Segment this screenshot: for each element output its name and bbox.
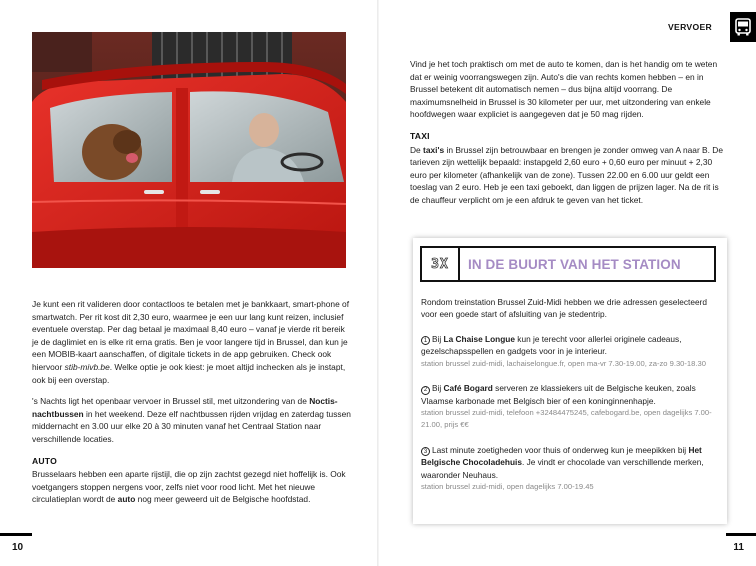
bus-icon — [730, 12, 756, 42]
gutter — [377, 0, 379, 566]
page-number-left: 10 — [12, 542, 24, 553]
link-stib: stib-mivb.be — [64, 361, 110, 372]
item-meta: station brussel zuid-midi, telefoon +32484475245, cafebogard.be, open dagelijks 7.00-21.00, prijs €€ — [421, 408, 712, 430]
footer-rule-right — [726, 533, 756, 536]
heading-taxi: TAXI — [410, 130, 430, 141]
list-item: 2 Bij Café Bogard serveren ze klassiekers uit de Belgische keuken, zoals Vlaamse karbonade met Belgisch bier of een koninginnenhapje. station brussel zuid-midi, telefoon +32484475245, cafebogard.be, open dagelijks 7.00-21.00, prijs €€ — [421, 382, 721, 432]
running-head: VERVOER — [668, 22, 712, 32]
heading-auto: AUTO — [32, 455, 57, 466]
item-number: 3 — [421, 447, 430, 456]
box-intro: Rondom treinstation Brussel Zuid-Midi hebben we drie adressen geselecteerd voor een goede start of afsluiting van je stedentrip. — [421, 297, 707, 320]
right-column — [410, 58, 728, 216]
paragraph-night-buses: 's Nachts ligt het openbaar vervoer in Brussel stil, met uitzondering van de Noctis-nachtbussen in het weekend. Deze elf nachtbussen rijden vrijdag en zaterdag tussen middernacht en 3.00 uur elke 20 à 30 minuten vanaf het Centraal Station naar verschillende locaties. — [32, 396, 351, 444]
item-name: Café Bogard — [443, 383, 493, 394]
item-number: 2 — [421, 386, 430, 395]
box-header — [420, 246, 716, 282]
paragraph-auto: Brusselaars hebben een aparte rijstijl, die op zijn zachtst gezegd niet hoffelijk is. Ook voetgangers stoppen nergens voor, zelfs niet voor rood licht. Met het nieuwe circulatieplan wordt de auto nog meer geweerd uit de Belgische hoofdstad. — [32, 469, 346, 505]
box-title: IN DE BUURT VAN HET STATION — [468, 256, 681, 272]
box-body — [421, 296, 721, 506]
item-name: Het Belgische Chocoladehuis — [421, 444, 702, 468]
item-meta: station brussel zuid-midi, lachaiselongue.fr, open ma-vr 7.30-19.00, za-zo 9.30-18.30 — [421, 358, 706, 368]
paragraph-driving: Vind je het toch praktisch om met de auto te komen, dan is het handig om te weten dat er weinig voorrangswegen zijn. Auto's die van rechts komen hebben – en in Brussel betekent dit automatisch nemen – dus bijna altijd voorrang. De maximumsnelheid in Brussel is 30 kilometer per uur, met uitzondering van enkele hoofdwegen waar expliciet is aangegeven dat je 50 mag rijden. — [410, 59, 718, 120]
item-meta: station brussel zuid-midi, open dagelijks 7.00-19.45 — [421, 482, 594, 492]
red-car-photo — [32, 32, 346, 268]
left-column — [32, 298, 352, 515]
list-item: 1 Bij La Chaise Longue kun je terecht voor allerlei originele cadeaus, gezelschapsspellen en gadgets voor in je interieur. station brussel zuid-midi, lachaiselongue.fr, open ma-vr 7.30-19.00, za-zo 9.30-18.30 — [421, 333, 721, 370]
paragraph-ticketing: Je kunt een rit valideren door contactloos te betalen met je bankkaart, smart-phone of smartwatch. Per rit kost dit 2,30 euro, waarmee je een uur lang kunt reizen, inclusief eventuele overstap. Per dag betaal je maximaal 8,40 euro – vanaf je vierde rit bereik je de daglimiet en is elke rit erna gratis. Ben je voor langere tijd in Brussel, dan kun je een MOBIB-kaart aanschaffen, of digitale tickets in de app gebruiken. Check ook hiervoor stib-mivb.be. Welke optie je ook kiest: je moet altijd inchecken als je instapt, ook bij een overstap. — [32, 299, 350, 385]
list-item: 3 Last minute zoetigheden voor thuis of onderweg kun je meepikken bij Het Belgische Chocoladehuis. Je vindt er chocolade van verschillende merken, waaronder Neuhaus. station brussel zuid-midi, open dagelijks 7.00-19.45 — [421, 444, 721, 494]
item-number: 1 — [421, 336, 430, 345]
box-count: 3X — [422, 248, 460, 280]
paragraph-taxi: De taxi's in Brussel zijn betrouwbaar en brengen je zonder omweg van A naar B. De tarieven zijn wettelijk bepaald: instapgeld 2,60 euro + 0,60 euro per minuut + 2,30 euro per kilometer (afhankelijk van de zone). Tussen 22.00 en 6.00 uur geldt een toeslag van 2 euro. Heb je een taxi geboekt, dan liggen de prijzen lager. Na de rit is de chauffeur verplicht om je een afdruk te geven van het ticket. — [410, 144, 724, 205]
nearby-station-box — [413, 238, 727, 524]
page-number-right: 11 — [733, 542, 744, 553]
item-name: La Chaise Longue — [443, 333, 515, 344]
footer-rule-left — [0, 533, 32, 536]
